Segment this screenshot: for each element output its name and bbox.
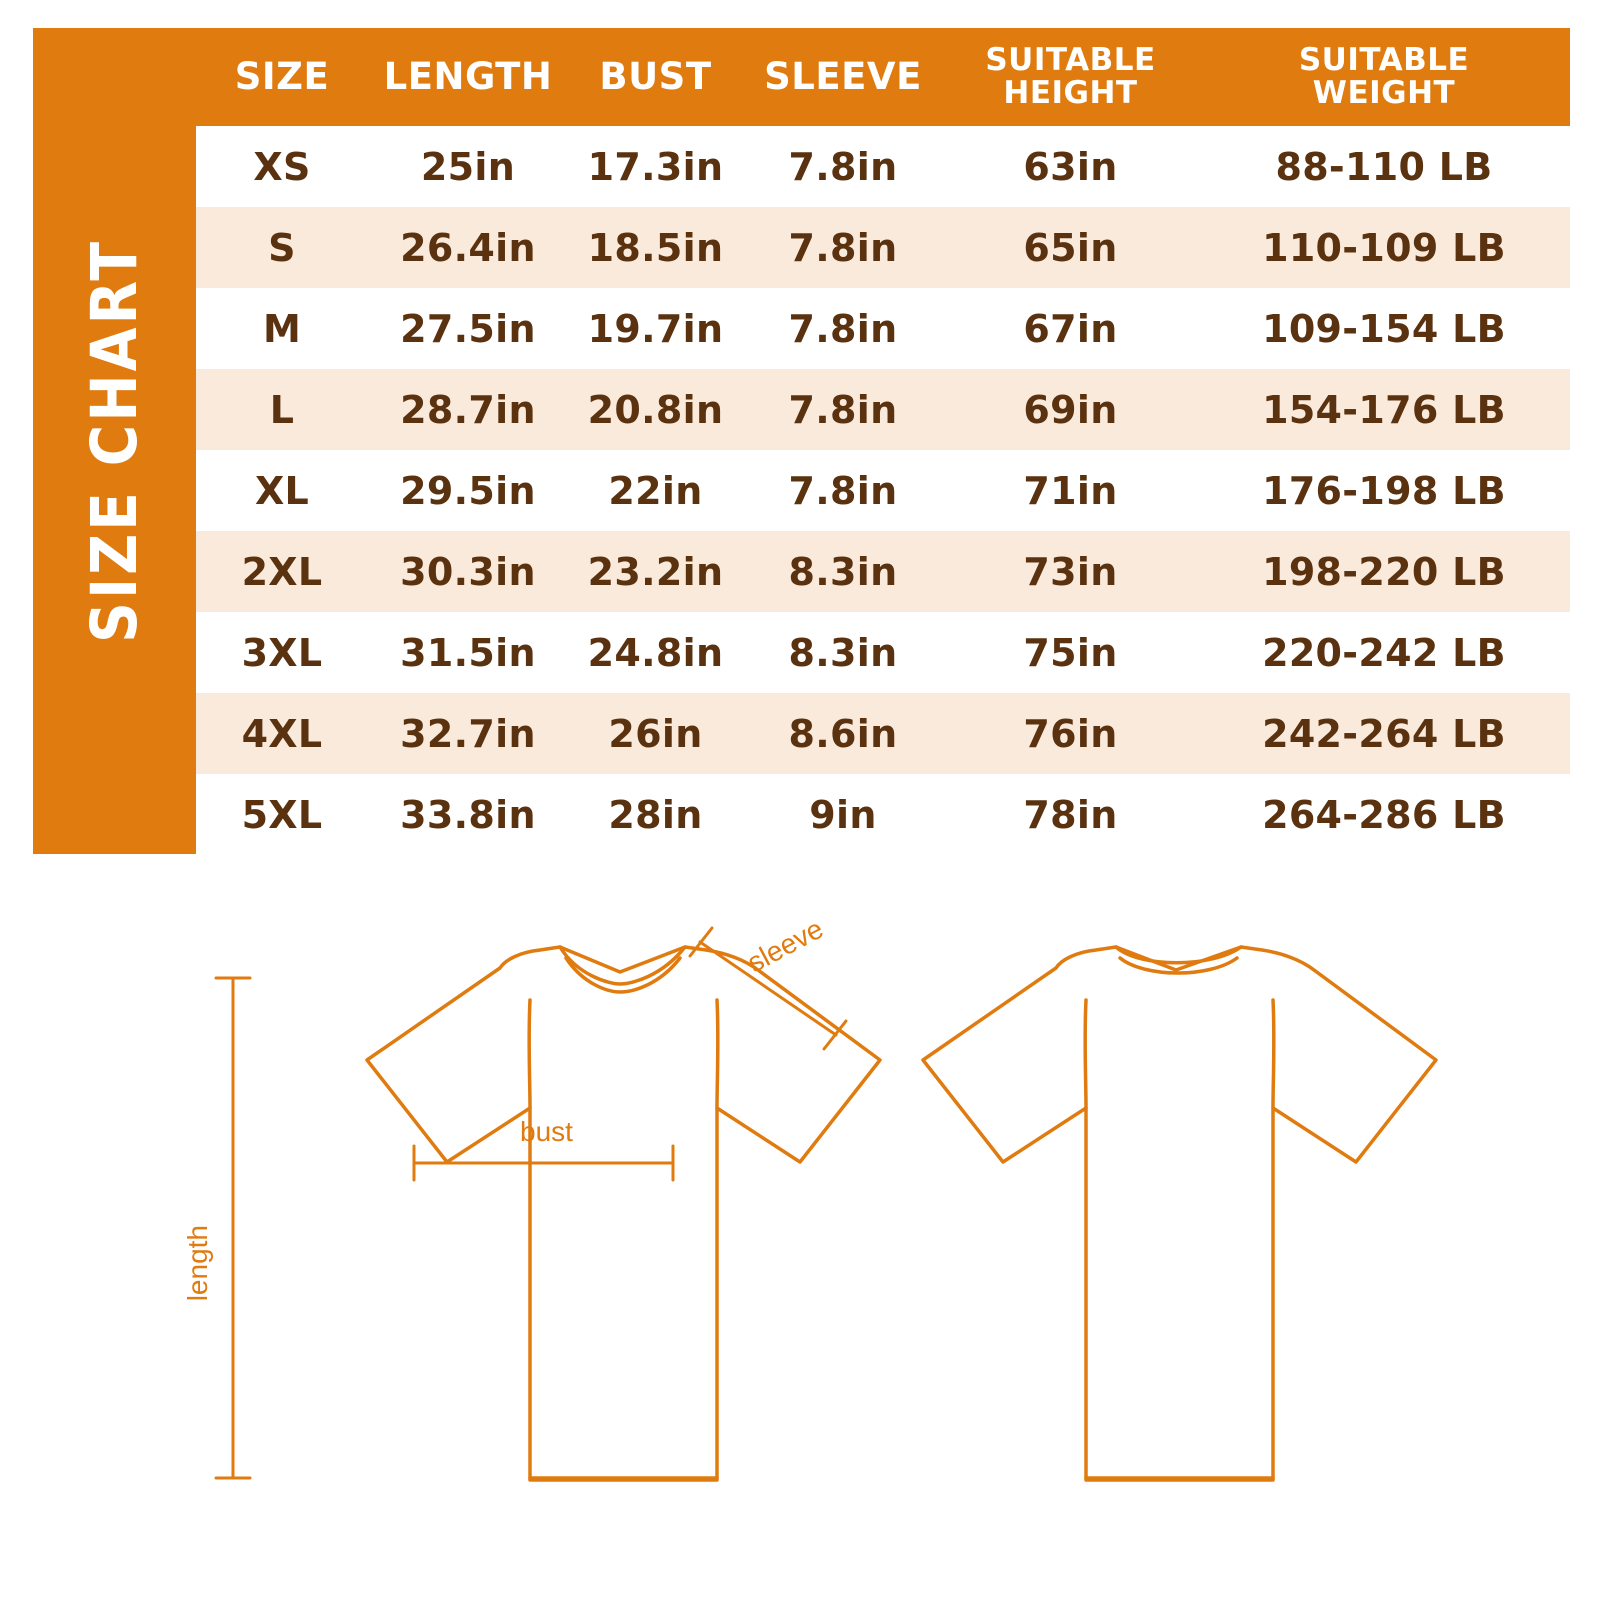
cell-length: 31.5in	[368, 612, 568, 693]
column-header-bust	[568, 28, 743, 126]
bust-measure-line	[414, 1146, 673, 1180]
table-row	[196, 450, 1570, 531]
length-measure-line	[216, 978, 250, 1478]
size-table	[196, 28, 1570, 855]
cell-bust: 17.3in	[568, 126, 743, 207]
cell-height: 78in	[943, 774, 1198, 855]
cell-size: XS	[196, 126, 368, 207]
bust-label: bust	[520, 1116, 573, 1147]
cell-size: 5XL	[196, 774, 368, 855]
cell-height: 69in	[943, 369, 1198, 450]
table-row	[196, 693, 1570, 774]
table-row	[196, 774, 1570, 855]
column-header-size-text: SIZE	[234, 54, 330, 98]
cell-bust: 22in	[568, 450, 743, 531]
column-header-weight-line2: WEIGHT	[1312, 75, 1456, 111]
tshirt-diagram-svg	[0, 880, 1600, 1580]
cell-bust: 23.2in	[568, 531, 743, 612]
cell-size: S	[196, 207, 368, 288]
cell-sleeve: 7.8in	[743, 450, 943, 531]
cell-sleeve: 7.8in	[743, 126, 943, 207]
cell-length: 30.3in	[368, 531, 568, 612]
cell-height: 71in	[943, 450, 1198, 531]
column-header-sleeve-text: SLEEVE	[764, 54, 922, 98]
cell-length: 28.7in	[368, 369, 568, 450]
cell-length: 32.7in	[368, 693, 568, 774]
cell-length: 29.5in	[368, 450, 568, 531]
cell-weight: 109-154 LB	[1198, 288, 1570, 369]
column-header-height-line1: SUITABLE	[985, 42, 1156, 79]
length-label: length	[182, 1225, 213, 1302]
cell-height: 67in	[943, 288, 1198, 369]
column-header-suitable-height	[943, 28, 1198, 126]
cell-weight: 242-264 LB	[1198, 693, 1570, 774]
cell-sleeve: 7.8in	[743, 369, 943, 450]
cell-weight: 264-286 LB	[1198, 774, 1570, 855]
column-header-weight-line1: SUITABLE	[1298, 42, 1470, 79]
sleeve-label: sleeve	[742, 912, 829, 979]
cell-weight: 176-198 LB	[1198, 450, 1570, 531]
table-row	[196, 288, 1570, 369]
table-row	[196, 531, 1570, 612]
column-header-height-line2: HEIGHT	[1003, 75, 1138, 111]
cell-bust: 26in	[568, 693, 743, 774]
cell-bust: 28in	[568, 774, 743, 855]
cell-length: 27.5in	[368, 288, 568, 369]
table-row	[196, 369, 1570, 450]
t-shirt-back-icon	[923, 947, 1436, 1480]
cell-length: 33.8in	[368, 774, 568, 855]
cell-bust: 24.8in	[568, 612, 743, 693]
cell-weight: 198-220 LB	[1198, 531, 1570, 612]
size-chart-block	[33, 28, 1566, 854]
cell-height: 65in	[943, 207, 1198, 288]
cell-height: 73in	[943, 531, 1198, 612]
cell-length: 26.4in	[368, 207, 568, 288]
column-header-sleeve	[743, 28, 943, 126]
cell-height: 76in	[943, 693, 1198, 774]
measurement-diagram	[0, 880, 1600, 1580]
cell-size: 2XL	[196, 531, 368, 612]
cell-weight: 110-109 LB	[1198, 207, 1570, 288]
table-row	[196, 207, 1570, 288]
cell-bust: 20.8in	[568, 369, 743, 450]
cell-weight: 154-176 LB	[1198, 369, 1570, 450]
cell-weight: 220-242 LB	[1198, 612, 1570, 693]
cell-bust: 19.7in	[568, 288, 743, 369]
cell-sleeve: 8.3in	[743, 612, 943, 693]
cell-sleeve: 8.6in	[743, 693, 943, 774]
page-title: SIZE CHART	[78, 239, 151, 643]
column-header-length	[368, 28, 568, 126]
cell-size: XL	[196, 450, 368, 531]
cell-bust: 18.5in	[568, 207, 743, 288]
column-header-length-text: LENGTH	[383, 54, 553, 98]
cell-size: L	[196, 369, 368, 450]
column-header-size	[196, 28, 368, 126]
cell-height: 63in	[943, 126, 1198, 207]
cell-length: 25in	[368, 126, 568, 207]
cell-sleeve: 7.8in	[743, 288, 943, 369]
cell-size: M	[196, 288, 368, 369]
size-table-area	[196, 28, 1570, 854]
size-chart-title-column	[33, 28, 196, 854]
cell-sleeve: 9in	[743, 774, 943, 855]
column-header-bust-text: BUST	[599, 54, 712, 98]
t-shirt-front-icon	[367, 947, 880, 1480]
cell-weight: 88-110 LB	[1198, 126, 1570, 207]
cell-sleeve: 7.8in	[743, 207, 943, 288]
cell-sleeve: 8.3in	[743, 531, 943, 612]
column-header-suitable-weight	[1198, 28, 1570, 126]
table-row	[196, 612, 1570, 693]
cell-size: 3XL	[196, 612, 368, 693]
cell-size: 4XL	[196, 693, 368, 774]
table-header-row	[196, 28, 1570, 126]
cell-height: 75in	[943, 612, 1198, 693]
table-row	[196, 126, 1570, 207]
